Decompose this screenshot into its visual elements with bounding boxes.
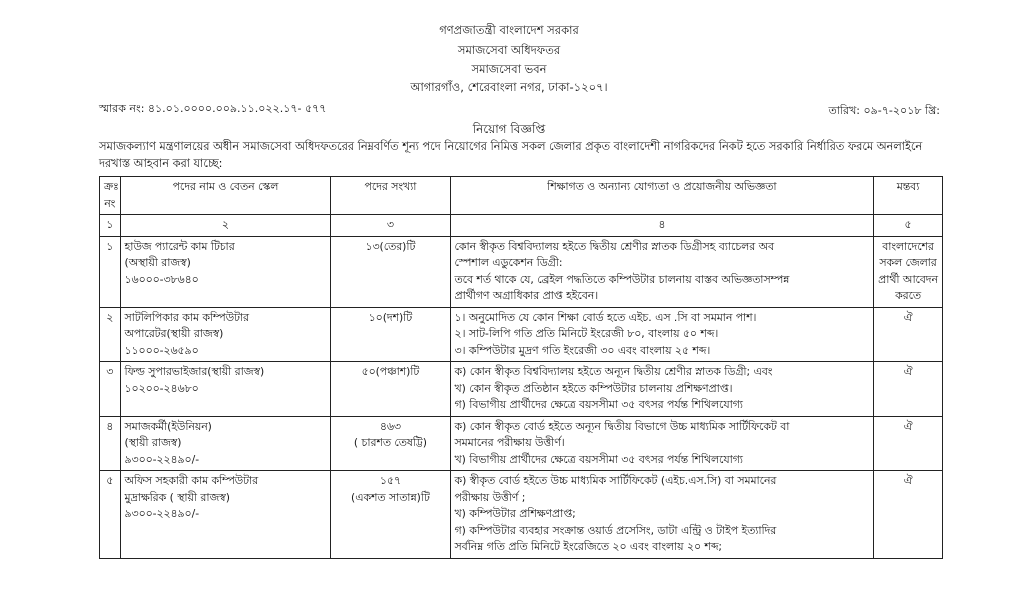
column-number: ২	[120, 215, 331, 237]
building-line: সমাজসেবা ভবন	[471, 62, 547, 76]
qualification-line: খ) বিভাগীয় প্রার্থীদের ক্ষেত্রে বয়সসীমা ৩৫ বৎসর পর্যন্ত শিথিলযোগ্য	[454, 452, 743, 466]
qualification-line: প্রার্থীগণ অগ্রাধিকার প্রাপ্ত হইবেন।	[454, 289, 599, 302]
notice-title: নিয়োগ বিজ্ঞপ্তি	[472, 122, 546, 136]
post-count-line: ৪৬৩	[379, 419, 401, 433]
column-number: ৩	[331, 215, 450, 237]
qualification-line: সর্বনিম্ন গতি প্রতি মিনিটে ইংরেজিতে ২০ এবং বাংলায় ২০ শব্দ;	[454, 540, 723, 553]
post-count-cell	[331, 236, 450, 307]
qualification-cell	[450, 471, 874, 559]
qualification-cell	[450, 236, 874, 307]
remark-line: ঐ	[903, 365, 913, 378]
remark-line: বাংলাদেশের	[882, 239, 934, 253]
table-row	[100, 236, 943, 307]
remark-line: প্রার্থী আবেদন	[878, 272, 938, 286]
serial-number-cell: ২	[100, 307, 121, 362]
post-name-line: ৯৩০০-২২৪৯০/-	[124, 507, 200, 520]
post-name-cell	[120, 362, 331, 417]
remark-cell	[874, 471, 943, 559]
post-name-line: হাউজ প্যারেন্ট কাম টিচার	[124, 239, 235, 253]
serial-number-cell: ৪	[100, 416, 121, 471]
remark-line: ঐ	[903, 474, 913, 487]
column-number: ১	[100, 215, 121, 237]
header-post-name: পদের নাম ও বেতন স্কেল	[120, 177, 331, 215]
column-number: ৫	[874, 215, 943, 237]
remark-cell	[874, 362, 943, 417]
column-number-row	[100, 215, 943, 237]
post-count-line: ১০(দশ)টি	[368, 310, 413, 324]
qualification-line: ক) স্বীকৃত বোর্ড হইতে উচ্চ মাধ্যমিক সার্টিফিকেট (এইচ.এস.সি) বা সমমানের	[454, 474, 777, 487]
table-row	[100, 471, 943, 559]
qualification-line: ৩। কম্পিউটার মুদ্রণ গতি ইংরেজী ৩০ এবং বাংলায় ২৫ শব্দ।	[454, 343, 711, 357]
post-count-line: ১৩(তের)টি	[365, 239, 416, 253]
post-count-cell	[331, 416, 450, 471]
memo-date: তারিখ: ০৯-৭-২০১৮ খ্রি:	[828, 104, 940, 117]
post-name-line: (অস্থায়ী রাজস্ব)	[124, 256, 191, 269]
post-name-line: ১১০০০-২৬৫৯০	[124, 343, 199, 357]
qualification-cell	[450, 416, 874, 471]
vacancy-table	[99, 176, 943, 559]
header-post-count: পদের সংখ্যা	[331, 177, 450, 215]
qualification-line: ক) কোন স্বীকৃত বিশ্ববিদ্যালয় হইতে অন্যূন দ্বিতীয় শ্রেণীর স্নাতক ডিগ্রী; এবং	[454, 365, 773, 378]
remark-line: ঐ	[903, 419, 913, 433]
header-qualification: শিক্ষাগত ও অন্যান্য যোগ্যতা ও প্রয়োজনীয় অভিজ্ঞতা	[450, 177, 874, 215]
table-header-row	[100, 177, 943, 215]
serial-number-cell: ৩	[100, 362, 121, 417]
post-count-cell	[331, 471, 450, 559]
qualification-line: পরীক্ষায় উত্তীর্ণ ;	[454, 490, 526, 504]
remark-line: সকল জেলার	[879, 256, 937, 269]
post-name-line: সাটলিপিকার কাম কম্পিউটার	[124, 310, 249, 324]
table-row	[100, 307, 943, 362]
qualification-line: ক) কোন স্বীকৃত বোর্ড হইতে অন্যূন দ্বিতীয় বিভাগে উচ্চ মাধ্যমিক সার্টিফিকেট বা	[454, 419, 790, 433]
remark-cell	[874, 236, 943, 307]
column-number: ৪	[450, 215, 874, 237]
qualification-line: কোন স্বীকৃত বিশ্ববিদ্যালয় হইতে দ্বিতীয় শ্রেণীর স্নাতক ডিগ্রীসহ ব্যাচেলর অব	[454, 239, 774, 253]
qualification-line: ১। অনুমোদিত যে কোন শিক্ষা বোর্ড হতে এইচ. এস .সি বা সমমান পাশ।	[454, 310, 757, 324]
qualification-line: সমমানের পরীক্ষায় উত্তীর্ণ।	[454, 436, 565, 449]
post-name-line: (স্থায়ী রাজস্ব)	[124, 436, 182, 449]
qualification-line: খ) কোন স্বীকৃত প্রতিষ্ঠান হইতে কম্পিউটার চালনায় প্রশিক্ষণপ্রাপ্ত।	[454, 381, 733, 395]
post-name-cell	[120, 471, 331, 559]
intro-paragraph: সমাজকল্যাণ মন্ত্রণালয়ের অধীন সমাজসেবা অধিদফতরের নিম্নবর্ণিত শূন্য পদে নিয়োগের নিমিত্ত সকল জেলার প্রকৃত বাংলাদেশী নাগরিকদের নিকট হতে সরকারি নির্ধারিত ফরমে অনলাইনে দরখাস্ত আহবান করা যাচ্ছে:	[99, 140, 923, 170]
post-name-line: অফিস সহকারী কাম কম্পিউটার	[124, 474, 259, 487]
qualification-cell	[450, 362, 874, 417]
table-body	[100, 236, 943, 558]
post-count-line: ১৫৭	[379, 474, 401, 487]
table-row	[100, 362, 943, 417]
qualification-line: গ) বিভাগীয় প্রার্থীদের ক্ষেত্রে বয়সসীমা ৩৫ বৎসর পর্যন্ত শিথিলযোগ্য	[454, 398, 743, 411]
post-name-line: মুদ্রাক্ষরিক ( স্থায়ী রাজস্ব)	[124, 490, 230, 504]
post-count-line: (একশত সাতান্ন)টি	[351, 490, 430, 504]
post-name-cell	[120, 307, 331, 362]
post-count-line: ৫০(পঞ্চাশ)টি	[361, 365, 420, 378]
post-count-cell	[331, 307, 450, 362]
post-name-line: অপারেটর(স্থায়ী রাজস্ব)	[124, 327, 224, 340]
remark-cell	[874, 307, 943, 362]
header-serial: ক্রঃ নং	[100, 177, 121, 215]
table-row	[100, 416, 943, 471]
qualification-line: স্পেশাল এডুকেশন ডিগ্রী:	[454, 256, 563, 269]
remark-line: করতে	[895, 289, 922, 302]
post-name-line: ফিল্ড সুপারভাইজার(স্থায়ী রাজস্ব)	[124, 365, 265, 378]
remark-line: ঐ	[903, 310, 913, 324]
memo-number: স্মারক নং: ৪১.০১.০০০০.০০৯.১১.০২২.১৭- ৫৭৭	[99, 102, 327, 115]
remark-cell	[874, 416, 943, 471]
post-name-line: ১৬০০০-৩৮৬৪০	[124, 272, 199, 286]
qualification-cell	[450, 307, 874, 362]
post-name-line: ১০২০০-২৪৬৮০	[124, 381, 199, 395]
org-name-line: গণপ্রজাতন্ত্রী বাংলাদেশ সরকার	[439, 23, 579, 37]
qualification-line: তবে শর্ত থাকে যে, ব্রেইল পদ্ধতিতে কম্পিউটার চালনায় বাস্তব অভিজ্ঞতাসম্পন্ন	[454, 272, 790, 286]
qualification-line: গ) কম্পিউটার ব্যবহার সংক্রান্ত ওয়ার্ড প্রসেসিং, ডাটা এন্ট্রি ও টাইপ ইত্যাদির	[454, 523, 777, 537]
address-line: আগারগাঁও, শেরেবাংলা নগর, ঢাকা-১২০৭।	[410, 80, 608, 94]
post-count-cell	[331, 362, 450, 417]
post-name-cell	[120, 416, 331, 471]
post-name-cell	[120, 236, 331, 307]
department-line: সমাজসেবা অধিদফতর	[457, 43, 561, 57]
qualification-line: ২। সাট-লিপি গতি প্রতি মিনিটে ইংরেজী ৮০, বাংলায় ৫০ শব্দ।	[454, 327, 719, 340]
post-count-line: ( চারশত তেষট্টি)	[353, 436, 427, 449]
post-name-line: ৯৩০০-২২৪৯০/-	[124, 452, 200, 466]
serial-number-cell: ৫	[100, 471, 121, 559]
qualification-line: খ) কম্পিউটার প্রশিক্ষণপ্রাপ্ত;	[454, 507, 576, 520]
header-remark: মন্তব্য	[874, 177, 943, 215]
post-name-line: সমাজকর্মী(ইউনিয়ন)	[124, 419, 212, 433]
serial-number-cell: ১	[100, 236, 121, 307]
